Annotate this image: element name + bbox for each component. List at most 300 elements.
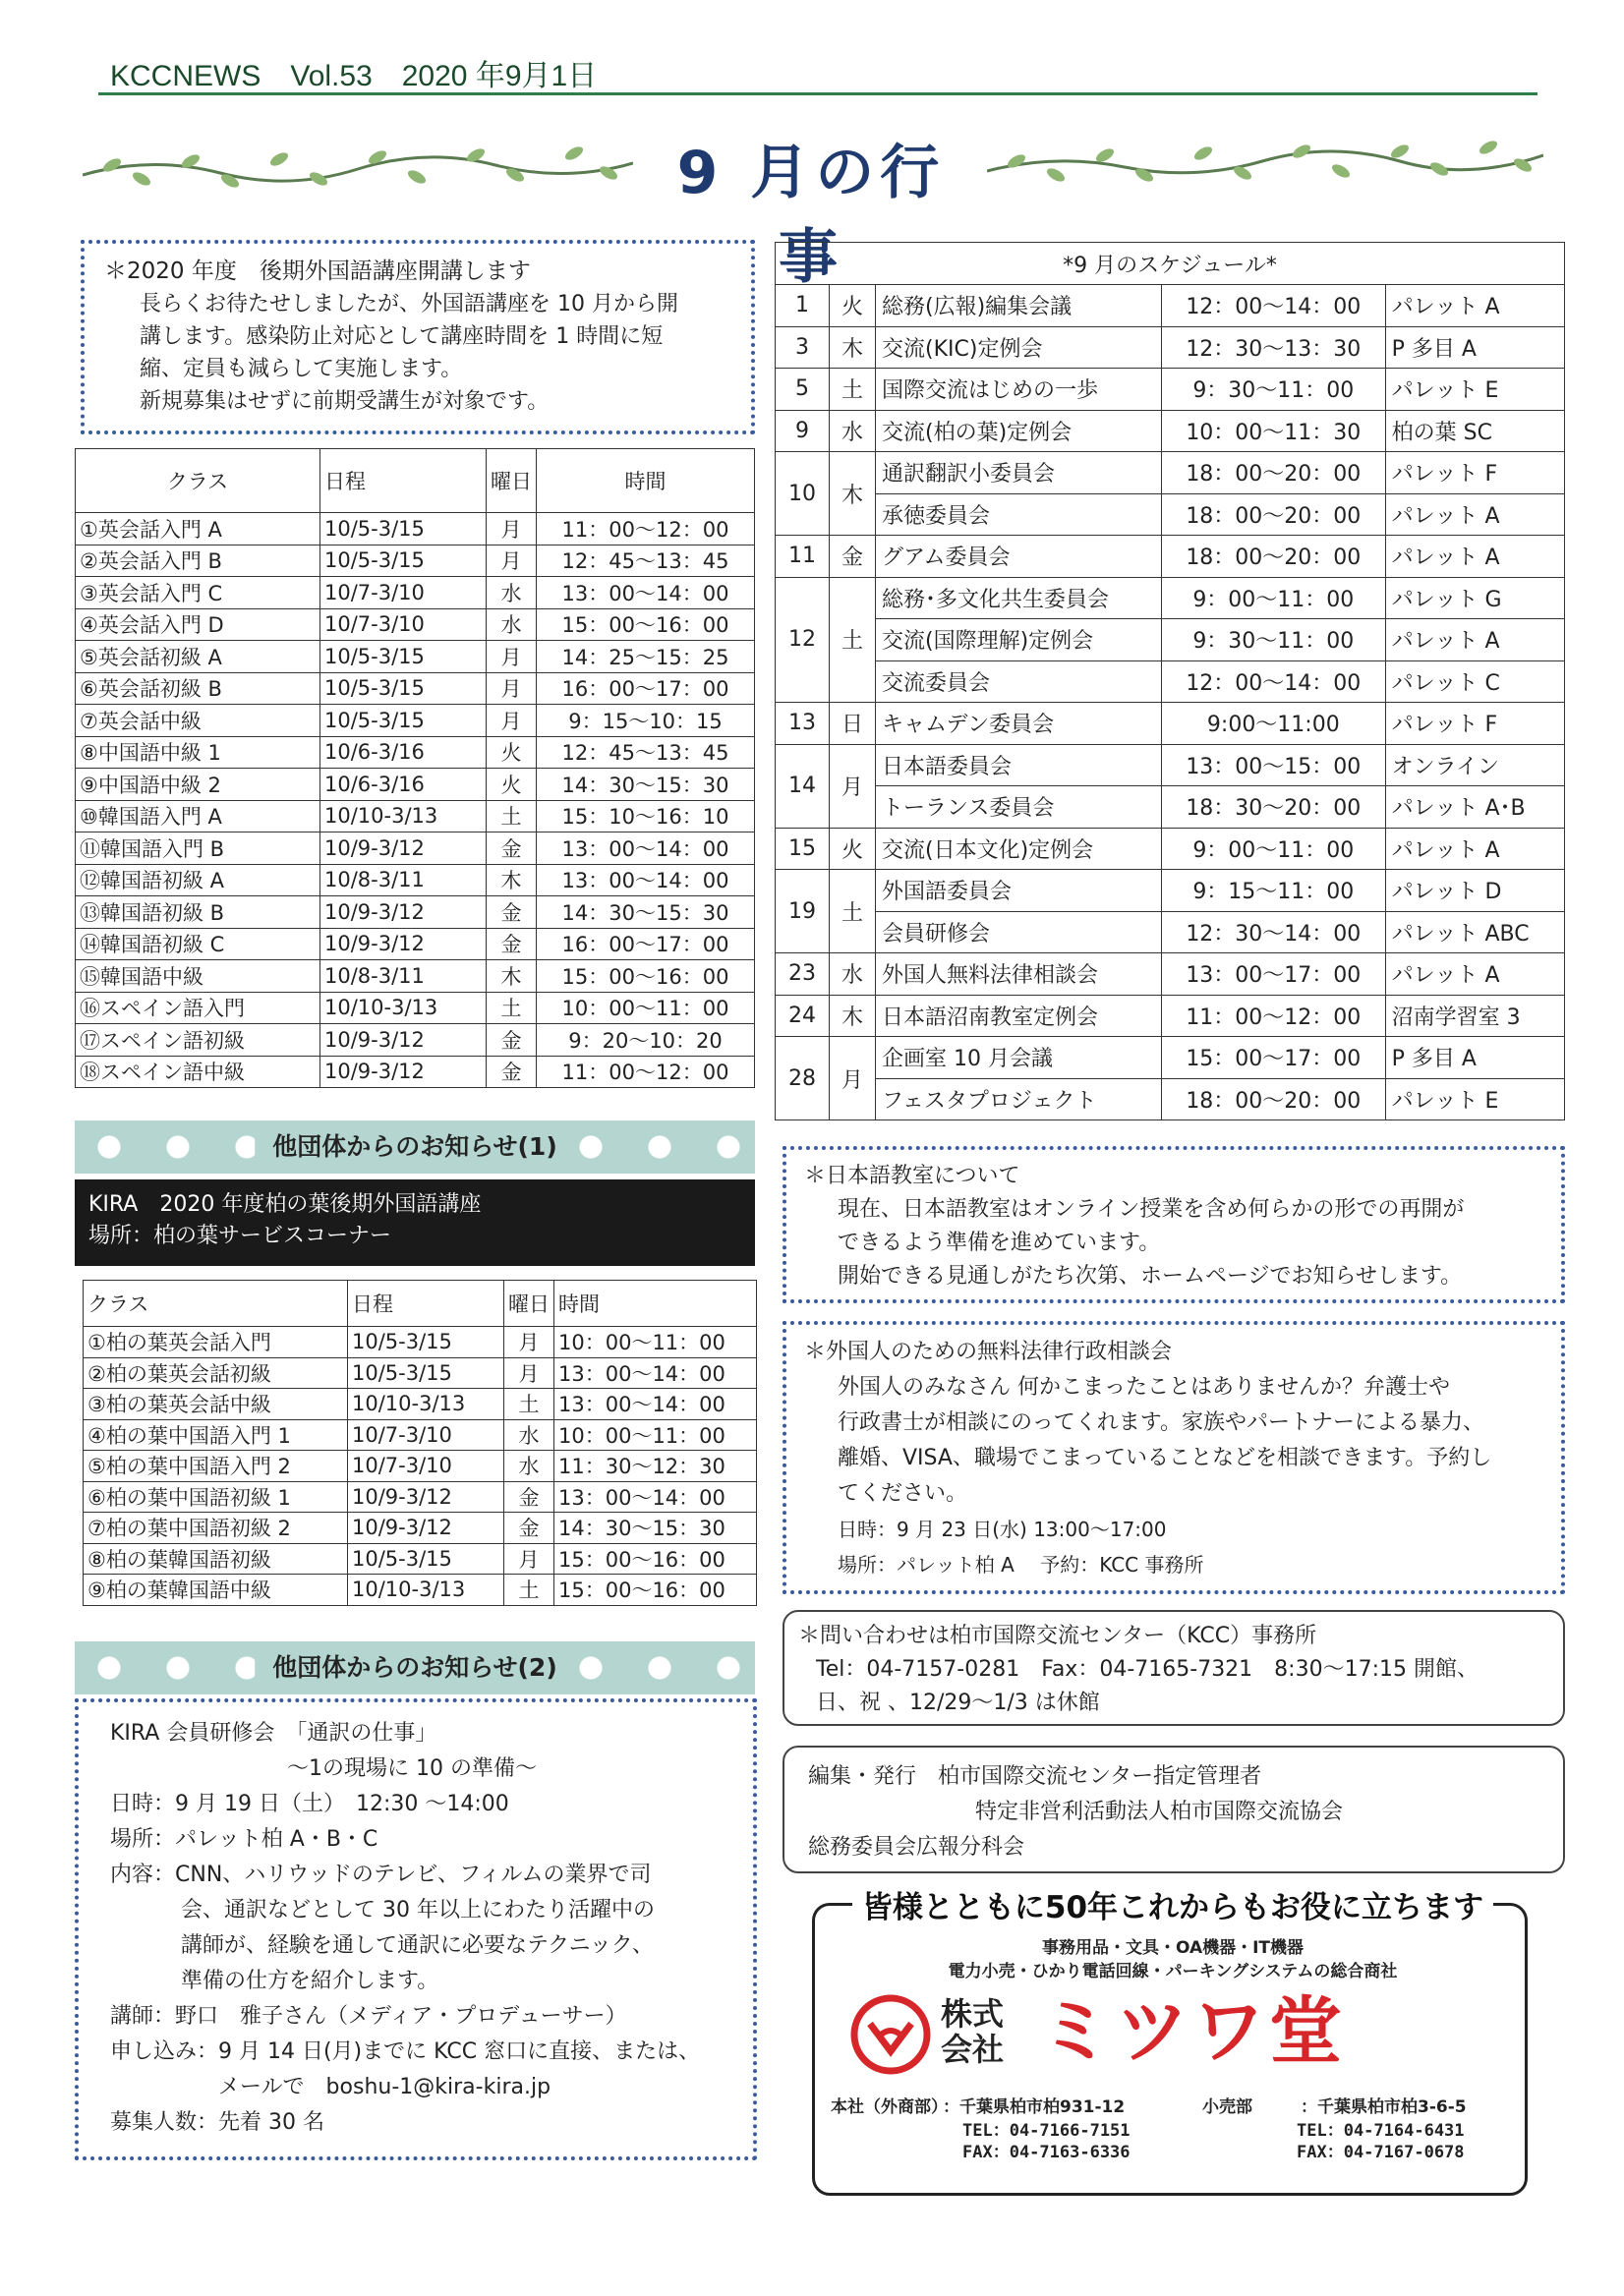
schedule-cell: 10/10-3/13 (348, 1389, 504, 1420)
time-cell: 16：00～17：00 (537, 928, 755, 960)
time-cell: 14：30～15：30 (537, 896, 755, 929)
schedule-cell: 10/7-3/10 (320, 577, 487, 609)
schedule-event: 国際交流はじめの一歩 (876, 369, 1162, 411)
kira-class-row (84, 1481, 757, 1513)
class-row (76, 1024, 755, 1057)
notice-line: 長らくお待たせしましたが、外国語講座を 10 月から開 (140, 292, 678, 316)
class-cell: ⑰スペイン語初級 (76, 1024, 320, 1057)
schedule-date: 15 (776, 828, 830, 870)
schedule-row (776, 744, 1565, 786)
weekday-cell: 月 (487, 641, 537, 673)
class-cell: ⑭韓国語初級 C (76, 928, 320, 960)
notice-line: 縮、定員も減らして実施します。 (140, 357, 463, 381)
col-header-time: 時間 (537, 449, 755, 513)
legal-date: 日時：9 月 23 日(水) 13:00～17:00 (838, 1518, 1167, 1541)
weekday-cell: 火 (487, 736, 537, 769)
page-title: 9 月の行事 (676, 139, 946, 292)
schedule-time: 18：30～20：00 (1161, 786, 1385, 829)
schedule-place: パレット A (1385, 493, 1564, 536)
schedule-event: 会員研修会 (876, 911, 1162, 953)
weekday-cell: 月 (487, 705, 537, 737)
schedule-place: パレット A (1385, 285, 1564, 327)
time-cell: 13：00～14：00 (537, 577, 755, 609)
class-cell: ①英会話入門 A (76, 513, 320, 545)
weekday-cell: 金 (504, 1513, 554, 1544)
notice-line: 講します。感染防止対応として講座時間を 1 時間に短 (140, 324, 664, 349)
class-cell: ⑩韓国語入門 A (76, 800, 320, 832)
class-cell: ⑥柏の葉中国語初級 1 (84, 1481, 348, 1513)
schedule-row (776, 536, 1565, 578)
ad-company-name: ミツワ堂 (1039, 1989, 1346, 2074)
weekday-cell: 金 (504, 1481, 554, 1513)
schedule-cell: 10/5-3/15 (320, 545, 487, 577)
col-header-weekday: 曜日 (487, 449, 537, 513)
schedule-time: 9：15～11：00 (1161, 870, 1385, 912)
ad-kaisha-2: 会社 (941, 2031, 1005, 2068)
class-cell: ⑪韓国語入門 B (76, 832, 320, 865)
schedule-cell: 10/9-3/12 (320, 928, 487, 960)
ad-hq-fax: FAX：04-7163-6336 (962, 2143, 1131, 2162)
schedule-time: 9：30～11：00 (1161, 619, 1385, 661)
japanese-class-notice (783, 1146, 1565, 1303)
class-cell: ③英会話入門 C (76, 577, 320, 609)
class-cell: ⑱スペイン語中級 (76, 1056, 320, 1088)
time-cell: 14：25～15：25 (537, 641, 755, 673)
class-cell: ⑯スペイン語入門 (76, 992, 320, 1024)
schedule-time: 18：00～20：00 (1161, 536, 1385, 578)
time-cell: 10：00～11：00 (554, 1327, 757, 1358)
class-cell: ⑬韓国語初級 B (76, 896, 320, 929)
contact-heading: ＊問い合わせは柏市国際交流センター（KCC）事務所 (798, 1624, 1317, 1648)
class-row (76, 1056, 755, 1088)
time-cell: 14：30～15：30 (554, 1513, 757, 1544)
weekday-cell: 月 (504, 1357, 554, 1389)
legal-line: 外国人のみなさん 何かこまったことはありませんか？弁護士や (838, 1375, 1450, 1400)
training-place: 場所：パレット柏 A・B・C (110, 1827, 378, 1852)
class-row (76, 513, 755, 545)
class-cell: ④英会話入門 D (76, 608, 320, 641)
time-cell: 15：00～16：00 (554, 1543, 757, 1575)
weekday-cell: 水 (504, 1451, 554, 1482)
schedule-cell: 10/9-3/12 (348, 1513, 504, 1544)
schedule-place: パレット C (1385, 660, 1564, 703)
other-org-bar-2 (75, 1641, 755, 1694)
schedule-weekday: 月 (830, 744, 876, 828)
ad-slogan-wrap (815, 1882, 1531, 1926)
training-content-cont: 会、通訳などとして 30 年以上にわたり活躍中の (181, 1898, 655, 1923)
schedule-event: 総務(広報)編集会議 (876, 285, 1162, 327)
contact-phone-hours: Tel：04-7157-0281 Fax：04-7165-7321 8:30～17:15 開館、 (816, 1657, 1479, 1682)
schedule-event: 総務･多文化共生委員会 (876, 577, 1162, 619)
notice-line: 新規募集はせずに前期受講生が対象です。 (140, 389, 550, 414)
schedule-cell: 10/10-3/13 (348, 1575, 504, 1606)
schedule-row (776, 660, 1565, 703)
schedule-date: 24 (776, 995, 830, 1037)
class-row (76, 577, 755, 609)
schedule-place: パレット A･B (1385, 786, 1564, 829)
schedule-place: 柏の葉 SC (1385, 410, 1564, 452)
time-cell: 15：10～16：10 (537, 800, 755, 832)
schedule-cell: 10/8-3/11 (320, 864, 487, 896)
japanese-class-line: できるよう準備を進めています。 (838, 1231, 1161, 1255)
schedule-date: 9 (776, 410, 830, 452)
training-content-cont: 講師が、経験を通して通訳に必要なテクニック、 (181, 1933, 654, 1958)
weekday-cell: 月 (504, 1327, 554, 1358)
class-row (76, 769, 755, 801)
schedule-row (776, 870, 1565, 912)
ad-shop-tel: TEL：04-7164-6431 (1297, 2121, 1465, 2141)
schedule-date: 23 (776, 953, 830, 996)
class-row (76, 672, 755, 705)
schedule-row (776, 1037, 1565, 1079)
schedule-weekday: 木 (830, 452, 876, 536)
class-cell: ⑥英会話初級 B (76, 672, 320, 705)
contact-box (783, 1610, 1565, 1726)
schedule-cell: 10/5-3/15 (348, 1357, 504, 1389)
ad-shop-fax: FAX：04-7167-0678 (1297, 2143, 1465, 2162)
schedule-date: 13 (776, 703, 830, 745)
time-cell: 15：00～16：00 (554, 1575, 757, 1606)
schedule-row (776, 953, 1565, 996)
col-header-class: クラス (84, 1281, 348, 1327)
schedule-event: 交流(国際理解)定例会 (876, 619, 1162, 661)
time-cell: 14：30～15：30 (537, 769, 755, 801)
time-cell: 11：00～12：00 (537, 513, 755, 545)
schedule-row (776, 703, 1565, 745)
schedule-row (776, 1078, 1565, 1120)
japanese-class-heading: ＊日本語教室について (804, 1164, 1020, 1188)
schedule-weekday: 土 (830, 369, 876, 411)
training-lecturer: 講師：野口 雅子さん（メディア・プロデューサー） (110, 2004, 627, 2029)
ad-kaisha-wrap (941, 1996, 1004, 2067)
schedule-weekday: 水 (830, 410, 876, 452)
class-cell: ②英会話入門 B (76, 545, 320, 577)
class-cell: ⑤英会話初級 A (76, 641, 320, 673)
schedule-place: パレット E (1385, 369, 1564, 411)
editor-publisher: 編集・発行 柏市国際交流センター指定管理者 (808, 1764, 1262, 1789)
schedule-cell: 10/5-3/15 (348, 1543, 504, 1575)
schedule-cell: 10/9-3/12 (320, 1024, 487, 1057)
time-cell: 13：00～14：00 (537, 864, 755, 896)
schedule-place: パレット A (1385, 536, 1564, 578)
schedule-time: 12：30～14：00 (1161, 911, 1385, 953)
schedule-row (776, 577, 1565, 619)
class-cell: ⑦英会話中級 (76, 705, 320, 737)
weekday-cell: 水 (487, 608, 537, 641)
other-org-bar-1-label: 他団体からのお知らせ(1) (255, 1128, 575, 1166)
schedule-event: 企画室 10 月会議 (876, 1037, 1162, 1079)
schedule-row (776, 452, 1565, 494)
schedule-event: 交流(日本文化)定例会 (876, 828, 1162, 870)
weekday-cell: 土 (487, 992, 537, 1024)
schedule-place: オンライン (1385, 744, 1564, 786)
col-header-schedule: 日程 (348, 1281, 504, 1327)
kira-class-row (84, 1357, 757, 1389)
schedule-title: *9 月のスケジュール* (776, 243, 1565, 285)
weekday-cell: 金 (487, 928, 537, 960)
weekday-cell: 土 (504, 1575, 554, 1606)
class-cell: ⑫韓国語初級 A (76, 864, 320, 896)
schedule-row (776, 369, 1565, 411)
training-notice (75, 1698, 757, 2160)
weekday-cell: 木 (487, 960, 537, 993)
schedule-row (776, 285, 1565, 327)
schedule-time: 9:00～11:00 (1161, 703, 1385, 745)
kira-class-row (84, 1513, 757, 1544)
editor-box (783, 1746, 1565, 1873)
kira-class-row (84, 1389, 757, 1420)
schedule-event: 日本語沼南教室定例会 (876, 995, 1162, 1037)
schedule-place: パレット A (1385, 953, 1564, 996)
col-header-weekday: 曜日 (504, 1281, 554, 1327)
ad-products: 事務用品・文具・OA機器・IT機器 (1041, 1938, 1305, 1958)
schedule-cell: 10/9-3/12 (348, 1481, 504, 1513)
training-title: KIRA 会員研修会 「通訳の仕事」 (110, 1721, 437, 1746)
kira-class-table (83, 1280, 757, 1606)
schedule-time: 13：00～17：00 (1161, 953, 1385, 996)
weekday-cell: 土 (487, 800, 537, 832)
ad-hq-address: ：千葉県柏市柏931-12 (943, 2097, 1126, 2117)
time-cell: 13：00～14：00 (554, 1481, 757, 1513)
vine-decoration-left (83, 136, 633, 195)
schedule-event: 交流(柏の葉)定例会 (876, 410, 1162, 452)
legal-line: 離婚、VISA、職場でこまっていることなどを相談できます。予約し (838, 1446, 1492, 1470)
training-content: 内容：CNN、ハリウッドのテレビ、フィルムの業界で司 (110, 1863, 652, 1887)
class-row (76, 992, 755, 1024)
schedule-cell: 10/9-3/12 (320, 896, 487, 929)
ad-hq-label: 本社（外商部） (831, 2097, 948, 2117)
ad-hq-tel: TEL：04-7166-7151 (962, 2121, 1131, 2141)
mitsuwado-advertisement (812, 1890, 1528, 2196)
schedule-time: 18：00～20：00 (1161, 493, 1385, 536)
schedule-date: 1 (776, 285, 830, 327)
schedule-cell: 10/5-3/15 (320, 672, 487, 705)
schedule-time: 12：00～14：00 (1161, 660, 1385, 703)
japanese-class-line: 開始できる見通しがたち次第、ホームページでお知らせします。 (838, 1264, 1463, 1289)
language-class-table (75, 448, 755, 1088)
schedule-time: 18：00～20：00 (1161, 1078, 1385, 1120)
schedule-cell: 10/8-3/11 (320, 960, 487, 993)
training-email: メールで boshu-1@kira-kira.jp (218, 2075, 551, 2099)
legal-line: 行政書士が相談にのってくれます。家族やパートナーによる暴力、 (838, 1410, 1485, 1435)
mitsuwa-logo-icon (850, 1994, 931, 2075)
issue-header: KCCNEWS Vol.53 2020 年9月1日 (110, 60, 598, 92)
class-row (76, 608, 755, 641)
class-cell: ⑤柏の葉中国語入門 2 (84, 1451, 348, 1482)
schedule-row (776, 911, 1565, 953)
class-cell: ④柏の葉中国語入門 1 (84, 1419, 348, 1451)
weekday-cell: 火 (487, 769, 537, 801)
schedule-cell: 10/5-3/15 (320, 705, 487, 737)
schedule-time: 13：00～15：00 (1161, 744, 1385, 786)
legal-line: てください。 (838, 1481, 968, 1506)
kira-class-row (84, 1419, 757, 1451)
kira-course-place: 場所：柏の葉サービスコーナー (88, 1224, 392, 1248)
september-schedule-table (775, 242, 1565, 1120)
kira-class-row (84, 1543, 757, 1575)
schedule-place: パレット D (1385, 870, 1564, 912)
schedule-weekday: 水 (830, 953, 876, 996)
training-content-cont: 準備の仕方を紹介します。 (181, 1969, 439, 1993)
weekday-cell: 土 (504, 1389, 554, 1420)
schedule-event: キャムデン委員会 (876, 703, 1162, 745)
training-apply: 申し込み：9 月 14 日(月)までに KCC 窓口に直接、または、 (110, 2039, 701, 2064)
kira-class-row (84, 1451, 757, 1482)
other-org-bar-2-label: 他団体からのお知らせ(2) (255, 1649, 575, 1687)
kira-course-title: KIRA 2020 年度柏の葉後期外国語講座 (88, 1192, 482, 1217)
schedule-place: パレット F (1385, 703, 1564, 745)
schedule-cell: 10/6-3/16 (320, 769, 487, 801)
weekday-cell: 月 (487, 672, 537, 705)
weekday-cell: 水 (487, 577, 537, 609)
schedule-row (776, 493, 1565, 536)
schedule-weekday: 火 (830, 285, 876, 327)
schedule-event: トーランス委員会 (876, 786, 1162, 829)
notice-heading: ＊2020 年度 後期外国語講座開講します (104, 258, 531, 284)
schedule-event: 外国語委員会 (876, 870, 1162, 912)
vine-decoration-right (987, 132, 1543, 191)
class-row (76, 928, 755, 960)
class-cell: ②柏の葉英会話初級 (84, 1357, 348, 1389)
schedule-cell: 10/7-3/10 (348, 1451, 504, 1482)
schedule-date: 3 (776, 326, 830, 369)
training-capacity: 募集人数：先着 30 名 (110, 2110, 324, 2135)
schedule-row (776, 410, 1565, 452)
schedule-time: 12：30～13：30 (1161, 326, 1385, 369)
schedule-cell: 10/7-3/10 (348, 1419, 504, 1451)
legal-place: 場所：パレット柏 A 予約：KCC 事務所 (838, 1553, 1204, 1577)
schedule-event: 交流委員会 (876, 660, 1162, 703)
class-cell: ①柏の葉英会話入門 (84, 1327, 348, 1358)
class-row (76, 832, 755, 865)
col-header-time: 時間 (554, 1281, 757, 1327)
header-rule (98, 92, 1537, 95)
training-subtitle: ～1の現場に 10 の準備～ (287, 1756, 537, 1781)
time-cell: 10：00～11：00 (537, 992, 755, 1024)
schedule-event: 交流(KIC)定例会 (876, 326, 1162, 369)
schedule-time: 9：00～11：00 (1161, 828, 1385, 870)
editor-org: 特定非営利活動法人柏市国際交流協会 (975, 1800, 1344, 1824)
weekday-cell: 水 (504, 1419, 554, 1451)
schedule-place: 沼南学習室 3 (1385, 995, 1564, 1037)
class-cell: ⑧中国語中級 1 (76, 736, 320, 769)
schedule-time: 12：00～14：00 (1161, 285, 1385, 327)
schedule-place: パレット G (1385, 577, 1564, 619)
ad-shop-label: 小売部 (1202, 2097, 1252, 2117)
schedule-event: グアム委員会 (876, 536, 1162, 578)
class-cell: ⑨柏の葉韓国語中級 (84, 1575, 348, 1606)
schedule-weekday: 金 (830, 536, 876, 578)
legal-consultation-notice (783, 1321, 1565, 1594)
schedule-event: 承徳委員会 (876, 493, 1162, 536)
schedule-time: 9：30～11：00 (1161, 369, 1385, 411)
class-cell: ⑮韓国語中級 (76, 960, 320, 993)
class-cell: ③柏の葉英会話中級 (84, 1389, 348, 1420)
weekday-cell: 金 (487, 896, 537, 929)
ad-slogan: 皆様とともに50年これからもお役に立ちます (852, 1890, 1493, 1925)
time-cell: 13：00～14：00 (537, 832, 755, 865)
time-cell: 9：20～10：20 (537, 1024, 755, 1057)
schedule-event: フェスタプロジェクト (876, 1078, 1162, 1120)
schedule-row (776, 619, 1565, 661)
schedule-place: P 多目 A (1385, 326, 1564, 369)
schedule-cell: 10/9-3/12 (320, 1056, 487, 1088)
training-date: 日時：9 月 19 日（土） 12:30 ～14:00 (110, 1792, 509, 1816)
time-cell: 13：00～14：00 (554, 1357, 757, 1389)
schedule-event: 通訳翻訳小委員会 (876, 452, 1162, 494)
kira-class-row (84, 1575, 757, 1606)
schedule-date: 19 (776, 870, 830, 953)
schedule-time: 10：00～11：30 (1161, 410, 1385, 452)
japanese-class-line: 現在、日本語教室はオンライン授業を含め何らかの形での再開が (838, 1197, 1465, 1222)
schedule-weekday: 月 (830, 1037, 876, 1120)
schedule-row (776, 786, 1565, 829)
weekday-cell: 月 (504, 1543, 554, 1575)
weekday-cell: 金 (487, 832, 537, 865)
schedule-place: パレット A (1385, 619, 1564, 661)
schedule-weekday: 木 (830, 326, 876, 369)
time-cell: 15：00～16：00 (537, 960, 755, 993)
schedule-cell: 10/6-3/16 (320, 736, 487, 769)
time-cell: 9：15～10：15 (537, 705, 755, 737)
schedule-cell: 10/9-3/12 (320, 832, 487, 865)
schedule-row (776, 995, 1565, 1037)
class-row (76, 641, 755, 673)
schedule-weekday: 日 (830, 703, 876, 745)
other-org-bar-1 (75, 1120, 755, 1174)
class-row (76, 705, 755, 737)
schedule-date: 14 (776, 744, 830, 828)
time-cell: 12：45～13：45 (537, 736, 755, 769)
schedule-row (776, 326, 1565, 369)
weekday-cell: 金 (487, 1056, 537, 1088)
schedule-place: パレット E (1385, 1078, 1564, 1120)
time-cell: 13：00～14：00 (554, 1389, 757, 1420)
schedule-cell: 10/5-3/15 (320, 513, 487, 545)
schedule-time: 15：00～17：00 (1161, 1037, 1385, 1079)
col-header-class: クラス (76, 449, 320, 513)
kira-class-row (84, 1327, 757, 1358)
editor-committee: 総務委員会広報分科会 (808, 1835, 1025, 1860)
schedule-place: パレット F (1385, 452, 1564, 494)
schedule-cell: 10/5-3/15 (320, 641, 487, 673)
schedule-date: 5 (776, 369, 830, 411)
weekday-cell: 月 (487, 545, 537, 577)
col-header-schedule: 日程 (320, 449, 487, 513)
schedule-time: 9：00～11：00 (1161, 577, 1385, 619)
time-cell: 12：45～13：45 (537, 545, 755, 577)
weekday-cell: 木 (487, 864, 537, 896)
schedule-event: 日本語委員会 (876, 744, 1162, 786)
class-cell: ⑦柏の葉中国語初級 2 (84, 1513, 348, 1544)
schedule-cell: 10/5-3/15 (348, 1327, 504, 1358)
schedule-cell: 10/7-3/10 (320, 608, 487, 641)
schedule-weekday: 木 (830, 995, 876, 1037)
time-cell: 11：00～12：00 (537, 1056, 755, 1088)
legal-heading: ＊外国人のための無料法律行政相談会 (804, 1340, 1173, 1364)
schedule-date: 10 (776, 452, 830, 536)
time-cell: 11：30～12：30 (554, 1451, 757, 1482)
time-cell: 16：00～17：00 (537, 672, 755, 705)
schedule-place: P 多目 A (1385, 1037, 1564, 1079)
kira-course-banner (75, 1179, 755, 1266)
class-row (76, 896, 755, 929)
time-cell: 15：00～16：00 (537, 608, 755, 641)
weekday-cell: 月 (487, 513, 537, 545)
schedule-cell: 10/10-3/13 (320, 800, 487, 832)
schedule-date: 28 (776, 1037, 830, 1120)
schedule-place: パレット ABC (1385, 911, 1564, 953)
